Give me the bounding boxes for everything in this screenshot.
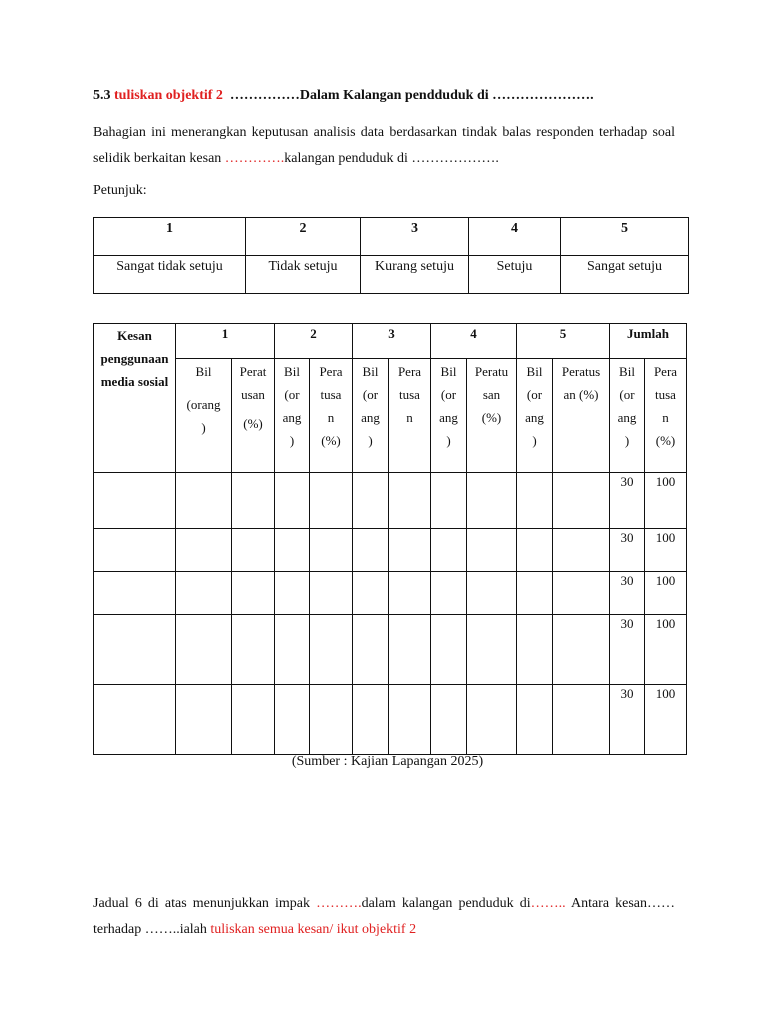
table-cell — [275, 572, 310, 615]
intro-text: Bahagian ini menerangkan keputusan analisis data berdasarkan tindak balas responden terhadap soal selidik berkaitan kesan — [93, 125, 675, 166]
subheader-text: (%) — [481, 410, 502, 425]
scale-label: Tidak setuju — [246, 256, 361, 294]
subheader-text: Bil — [619, 364, 635, 379]
cell-jumlah-bil: 30 — [610, 572, 645, 615]
subheader-text: ) — [532, 433, 537, 448]
subheader-text: Pera — [319, 364, 343, 379]
table-cell — [310, 572, 353, 615]
cell-jumlah-peratusan: 100 — [645, 529, 687, 572]
table-cell — [389, 529, 431, 572]
table-cell — [553, 615, 610, 685]
group-header-jumlah: Jumlah — [610, 324, 687, 359]
cell-jumlah-peratusan: 100 — [645, 473, 687, 529]
subheader-text: usan — [241, 387, 265, 402]
table-cell — [275, 529, 310, 572]
subheader-text: ) — [201, 420, 206, 435]
table-cell — [517, 473, 553, 529]
summary-red-instruction: tuliskan semua kesan/ ikut objektif 2 — [210, 922, 417, 937]
cell-jumlah-bil: 30 — [610, 685, 645, 755]
scale-number: 4 — [469, 218, 561, 256]
table-cell — [275, 615, 310, 685]
subheader-text: Bil — [440, 364, 457, 379]
table-cell — [176, 529, 232, 572]
subheader-text: Pera — [397, 364, 422, 379]
petunjuk-label: Petunjuk: — [93, 183, 147, 198]
subheader-text: Bil — [195, 364, 212, 379]
table-cell — [232, 473, 275, 529]
summary-text: dalam kalangan penduduk di — [361, 896, 531, 911]
cell-jumlah-peratusan: 100 — [645, 685, 687, 755]
table-cell — [389, 473, 431, 529]
table-cell — [431, 615, 467, 685]
table-cell — [467, 615, 517, 685]
subheader-text: Peratu — [474, 364, 509, 379]
table-cell — [553, 473, 610, 529]
scale-number: 1 — [94, 218, 246, 256]
table-row — [94, 529, 687, 572]
group-header: 4 — [431, 324, 517, 359]
subheader-peratusan — [310, 359, 353, 473]
intro-text-end: kalangan penduduk di ………………. — [284, 151, 499, 166]
table-cell — [431, 529, 467, 572]
summary-red-dots: ………. — [316, 896, 362, 911]
heading-dots: …………… — [229, 88, 300, 103]
subheader-text: ang — [525, 410, 544, 425]
table-cell — [310, 473, 353, 529]
subheader-peratusan — [389, 359, 431, 473]
table-cell — [467, 529, 517, 572]
scale-number-row — [94, 218, 689, 256]
subheader-text: (or — [440, 387, 457, 402]
intro-red-dots: …………. — [224, 151, 285, 166]
subheader-text: (or — [526, 387, 543, 402]
subheader-bil — [517, 359, 553, 473]
subheader-text: Bil — [284, 364, 300, 379]
table-cell — [176, 473, 232, 529]
subheader-text: ) — [368, 433, 373, 448]
table-cell — [467, 572, 517, 615]
subheader-text: Peratus — [561, 364, 601, 379]
subheader-text: tusa — [399, 387, 420, 402]
subheader-peratusan — [232, 359, 275, 473]
table-source: (Sumber : Kajian Lapangan 2025) — [291, 754, 484, 769]
table-cell — [353, 572, 389, 615]
table-cell — [232, 572, 275, 615]
subheader-text: Bil — [362, 364, 379, 379]
scale-label: Sangat setuju — [561, 256, 689, 294]
table-cell — [176, 615, 232, 685]
subheader-text: Bil — [526, 364, 543, 379]
table-cell — [553, 529, 610, 572]
table-row — [94, 572, 687, 615]
subheader-text: n — [662, 410, 669, 425]
table-cell — [275, 685, 310, 755]
scale-label: Sangat tidak setuju — [94, 256, 246, 294]
group-header: 5 — [517, 324, 610, 359]
row-header-text: Kesan penggunaan media sosial — [100, 328, 169, 389]
subheader-peratusan — [645, 359, 687, 473]
table-cell — [517, 529, 553, 572]
subheader-text: ang — [361, 410, 380, 425]
table-cell — [353, 529, 389, 572]
table-cell — [176, 572, 232, 615]
table-cell — [389, 572, 431, 615]
subheader-bil — [610, 359, 645, 473]
table-cell — [94, 685, 176, 755]
scale-number: 2 — [246, 218, 361, 256]
group-header-row — [94, 324, 687, 359]
subheader-bil — [431, 359, 467, 473]
scale-number: 5 — [561, 218, 689, 256]
table-cell — [467, 473, 517, 529]
subheader-text: (orang — [186, 397, 221, 412]
subheader-bil — [176, 359, 232, 473]
section-number: 5.3 — [93, 88, 111, 103]
subheader-text: n — [327, 410, 335, 425]
subheader-text: ang — [439, 410, 458, 425]
table-cell — [517, 685, 553, 755]
results-table — [93, 323, 687, 755]
subheader-text: (%) — [321, 433, 341, 448]
scale-label: Setuju — [469, 256, 561, 294]
subheader-bil — [353, 359, 389, 473]
table-row — [94, 685, 687, 755]
row-header-kesan — [94, 324, 176, 473]
subheader-bil — [275, 359, 310, 473]
table-row — [94, 473, 687, 529]
table-cell — [431, 572, 467, 615]
subheader-text: ) — [446, 433, 451, 448]
sub-header-row — [94, 359, 687, 473]
table-cell — [517, 615, 553, 685]
subheader-text: Perat — [239, 364, 267, 379]
subheader-text: tusa — [320, 387, 342, 402]
table-cell — [431, 473, 467, 529]
table-cell — [353, 473, 389, 529]
table-cell — [553, 685, 610, 755]
subheader-text: tusa — [655, 387, 676, 402]
subheader-text: ang — [282, 410, 302, 425]
summary-paragraph — [93, 891, 675, 943]
cell-jumlah-bil: 30 — [610, 615, 645, 685]
likert-scale-table — [93, 217, 689, 294]
subheader-text: (or — [362, 387, 379, 402]
subheader-text: Pera — [653, 364, 678, 379]
summary-text: Antara kesan…… terhadap ……..ialah — [93, 896, 676, 937]
table-cell — [431, 685, 467, 755]
group-header: 2 — [275, 324, 353, 359]
objective-placeholder: tuliskan objektif 2 — [114, 88, 223, 103]
subheader-peratusan — [553, 359, 610, 473]
subheader-text: ) — [289, 433, 295, 448]
subheader-text: (or — [284, 387, 300, 402]
table-row — [94, 615, 687, 685]
table-cell — [310, 685, 353, 755]
table-cell — [232, 685, 275, 755]
table-cell — [310, 529, 353, 572]
table-cell — [94, 615, 176, 685]
subheader-text: an (%) — [563, 387, 599, 402]
scale-label-row — [94, 256, 689, 294]
table-cell — [94, 473, 176, 529]
cell-jumlah-bil: 30 — [610, 473, 645, 529]
table-cell — [389, 685, 431, 755]
table-cell — [275, 473, 310, 529]
table-cell — [232, 615, 275, 685]
table-cell — [353, 615, 389, 685]
table-cell — [467, 685, 517, 755]
heading-text: Dalam Kalangan pendduduk di …………………. — [299, 88, 594, 103]
summary-red-dots: …….. — [530, 896, 566, 911]
table-cell — [94, 529, 176, 572]
cell-jumlah-bil: 30 — [610, 529, 645, 572]
cell-jumlah-peratusan: 100 — [645, 615, 687, 685]
subheader-text: (or — [619, 387, 635, 402]
subheader-text: (%) — [655, 433, 676, 448]
subheader-text: san — [482, 387, 501, 402]
subheader-text: ang — [617, 410, 637, 425]
section-heading — [93, 88, 594, 104]
table-cell — [310, 615, 353, 685]
subheader-text: ) — [624, 433, 630, 448]
summary-text: Jadual 6 di atas menunjukkan impak — [93, 896, 317, 911]
group-header: 3 — [353, 324, 431, 359]
cell-jumlah-peratusan: 100 — [645, 572, 687, 615]
subheader-text: n — [406, 410, 413, 425]
table-cell — [517, 572, 553, 615]
scale-label: Kurang setuju — [361, 256, 469, 294]
table-cell — [389, 615, 431, 685]
table-cell — [94, 572, 176, 615]
subheader-text: (%) — [243, 416, 263, 431]
table-cell — [353, 685, 389, 755]
intro-paragraph — [93, 120, 675, 172]
table-cell — [553, 572, 610, 615]
group-header: 1 — [176, 324, 275, 359]
table-cell — [232, 529, 275, 572]
table-cell — [176, 685, 232, 755]
subheader-peratusan — [467, 359, 517, 473]
scale-number: 3 — [361, 218, 469, 256]
